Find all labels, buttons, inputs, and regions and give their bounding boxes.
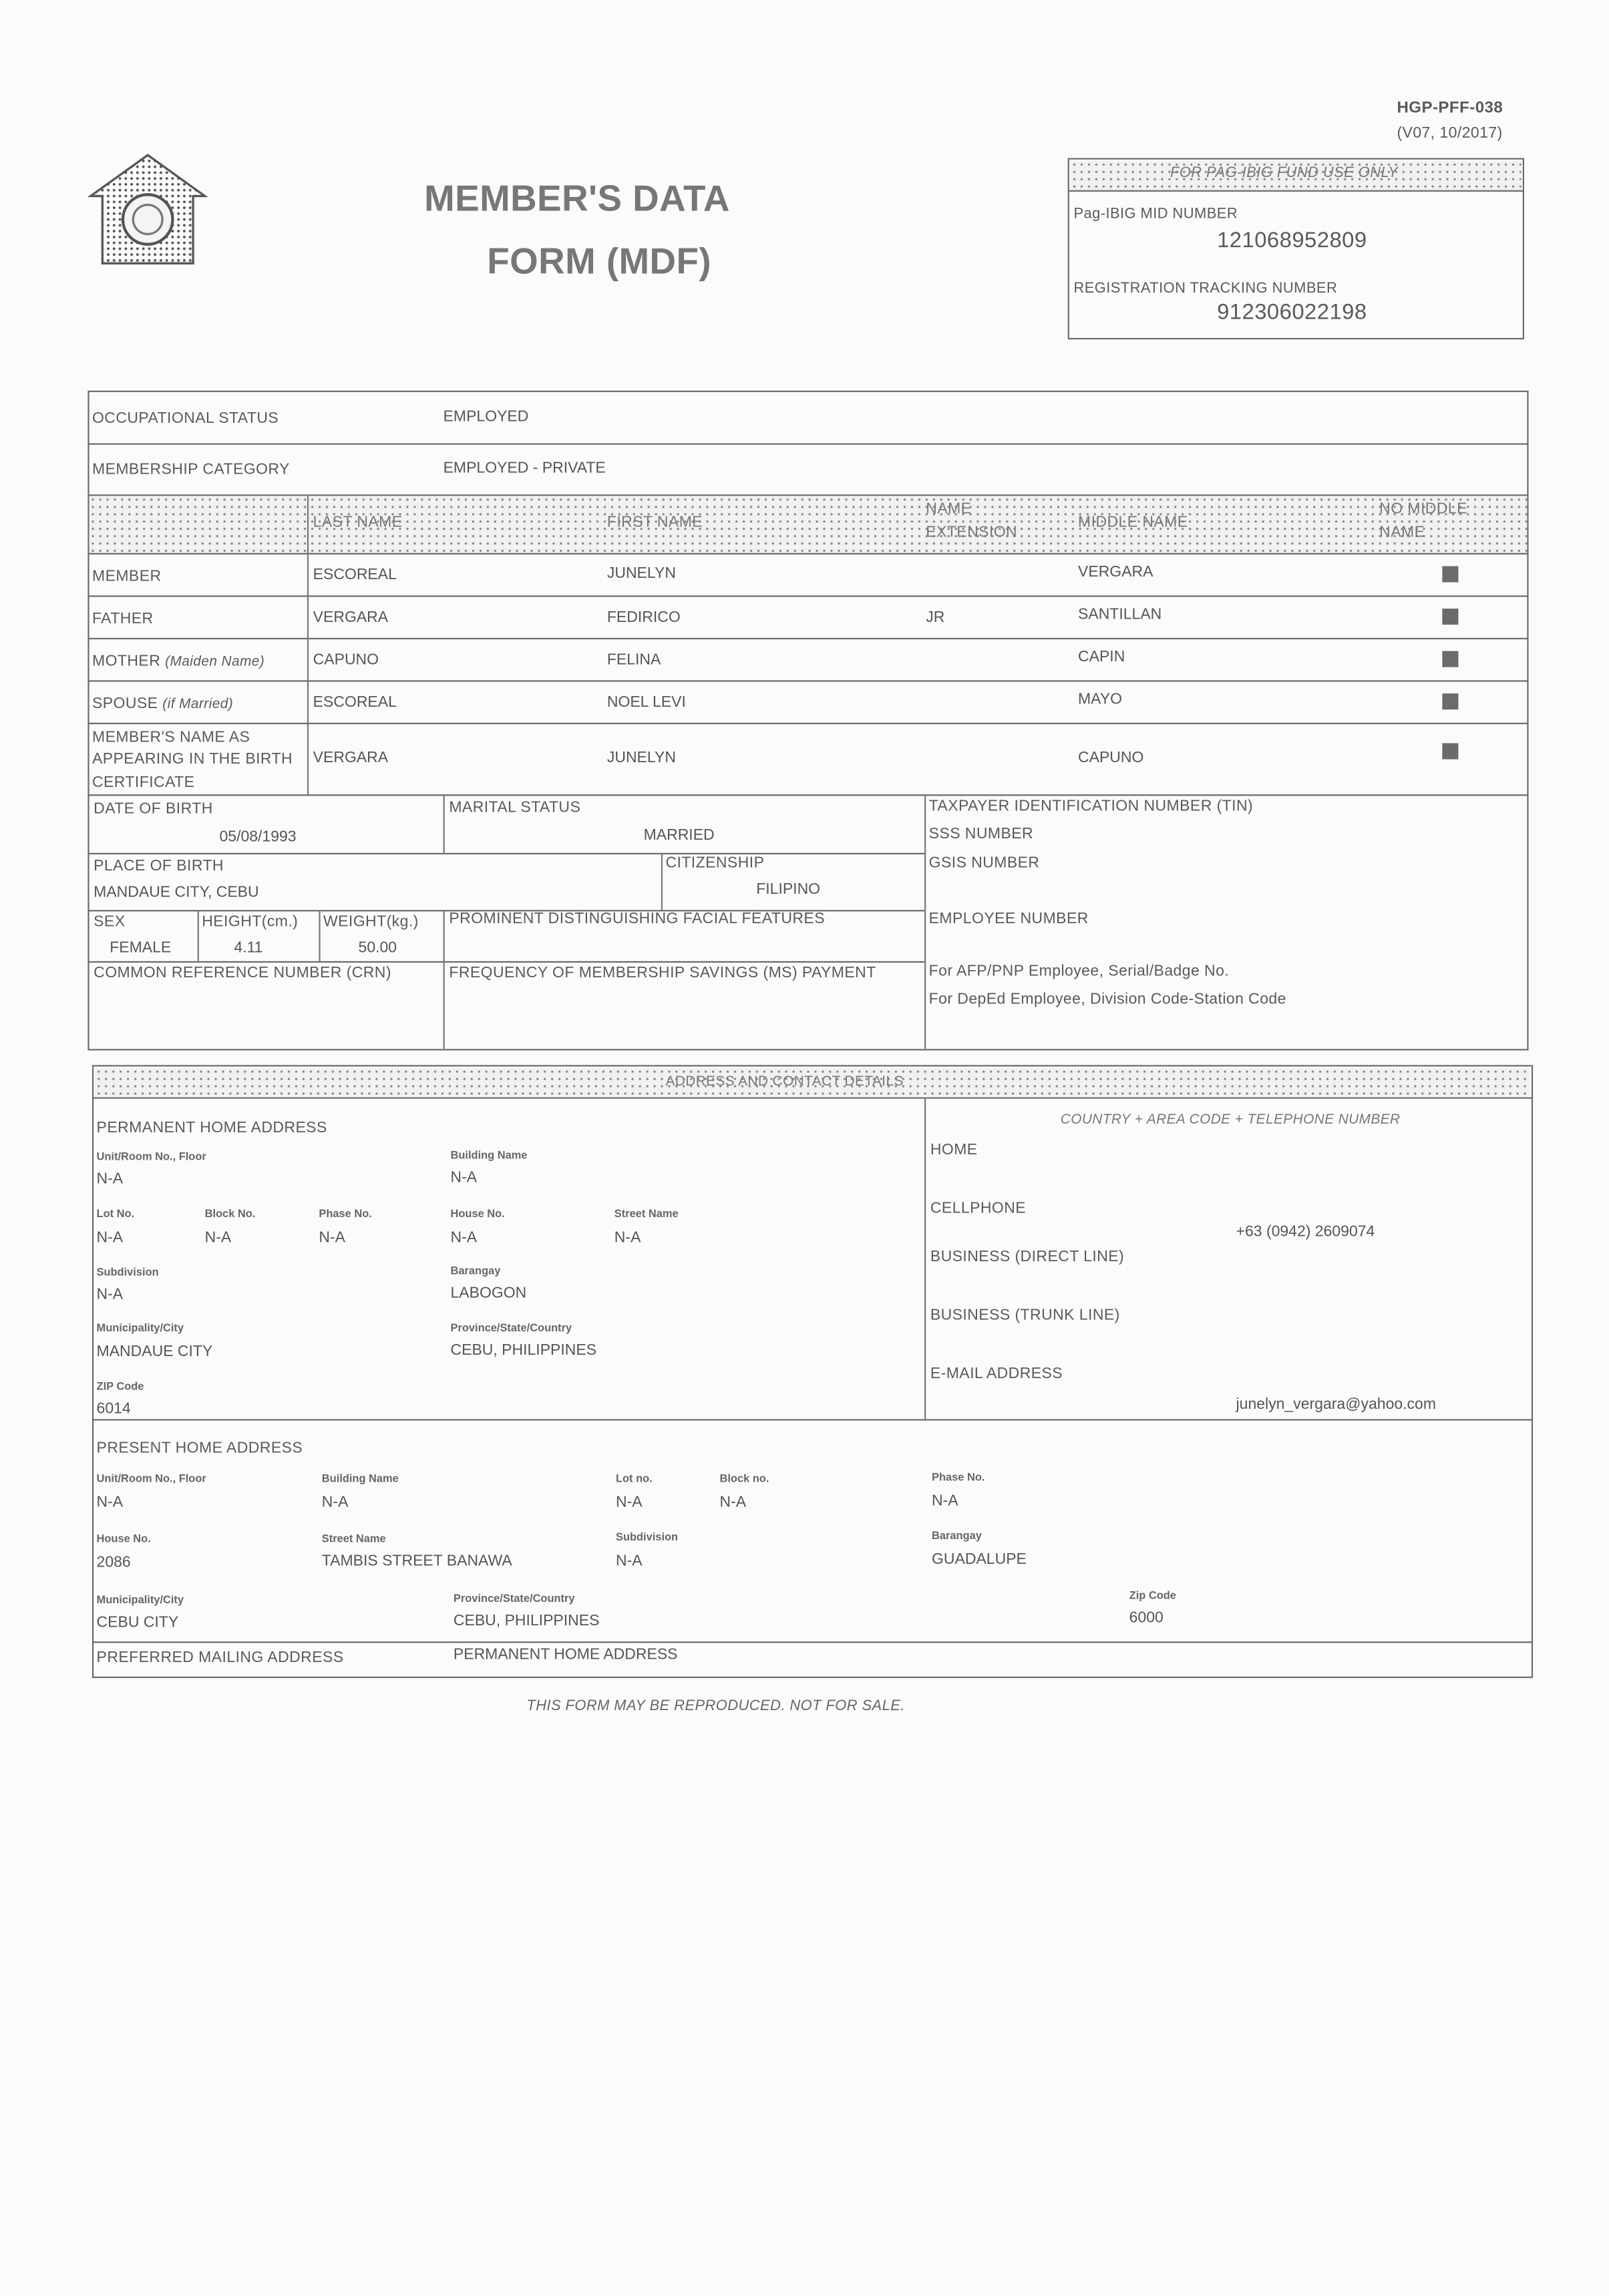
sss-label: SSS NUMBER — [928, 825, 1034, 843]
mother-label: MOTHER — [92, 652, 161, 671]
pres-subdivision-label: Subdivision — [615, 1530, 679, 1544]
perm-province-label: Province/State/Country — [450, 1321, 572, 1335]
birth-cert-last-name: VERGARA — [313, 749, 389, 767]
perm-house-value: N-A — [450, 1228, 478, 1247]
father-middle-name: SANTILLAN — [1078, 605, 1162, 623]
deped-label: For DepEd Employee, Division Code-Station Code — [928, 990, 1286, 1008]
pres-block-label: Block no. — [719, 1472, 769, 1485]
mother-label-note: (Maiden Name) — [165, 653, 265, 671]
email-value: junelyn_vergara@yahoo.com — [1236, 1396, 1437, 1414]
pob-label: PLACE OF BIRTH — [94, 857, 224, 875]
col-first-name: FIRST NAME — [606, 513, 703, 531]
perm-street-value: N-A — [614, 1228, 641, 1247]
pob-value: MANDAUE CITY, CEBU — [94, 883, 259, 902]
citizenship-value: FILIPINO — [756, 880, 821, 898]
membership-category-value: EMPLOYED - PRIVATE — [443, 459, 606, 477]
page-title-line2: FORM (MDF) — [487, 241, 712, 283]
pres-lot-label: Lot no. — [615, 1472, 653, 1485]
home-phone-label: HOME — [930, 1141, 978, 1159]
pres-phase-label: Phase No. — [932, 1470, 985, 1484]
mid-number-value: 121068952809 — [1217, 228, 1367, 253]
spouse-label-note: (if Married) — [162, 696, 234, 713]
cellphone-label: CELLPHONE — [930, 1199, 1027, 1218]
col-no-middle-name-1: NO MIDDLE — [1379, 500, 1467, 518]
employee-number-label: EMPLOYEE NUMBER — [928, 910, 1089, 928]
pres-building-value: N-A — [321, 1493, 349, 1512]
sex-label: SEX — [94, 913, 126, 931]
address-table — [92, 1065, 1533, 1678]
col-name-extension-1: NAME — [926, 500, 972, 518]
perm-lot-label: Lot No. — [96, 1206, 135, 1220]
col-no-middle-name-2: NAME — [1379, 524, 1425, 542]
no-middle-name-checkbox[interactable] — [1442, 744, 1458, 760]
preferred-mailing-label: PREFERRED MAILING ADDRESS — [96, 1649, 344, 1667]
pres-zip-value: 6000 — [1129, 1609, 1164, 1627]
pres-zip-label: Zip Code — [1129, 1589, 1176, 1603]
perm-unit-value: N-A — [96, 1170, 124, 1188]
perm-zip-label: ZIP Code — [96, 1379, 144, 1393]
office-use-title: FOR PAG-IBIG FUND USE ONLY — [1170, 165, 1399, 182]
pres-block-value: N-A — [719, 1493, 747, 1512]
birth-cert-middle-name: CAPUNO — [1078, 749, 1144, 767]
perm-building-label: Building Name — [450, 1148, 528, 1162]
col-middle-name: MIDDLE NAME — [1078, 513, 1188, 531]
height-label: HEIGHT(cm.) — [202, 913, 299, 931]
member-middle-name: VERGARA — [1078, 563, 1153, 581]
form-version: (V07, 10/2017) — [1397, 124, 1503, 142]
spouse-first-name: NOEL LEVI — [606, 693, 686, 711]
marital-status-value: MARRIED — [643, 826, 715, 844]
page-title-line1: MEMBER'S DATA — [424, 178, 730, 220]
pres-barangay-value: GUADALUPE — [932, 1550, 1027, 1569]
col-last-name: LAST NAME — [313, 513, 403, 531]
pres-house-label: House No. — [96, 1531, 151, 1545]
perm-block-label: Block No. — [204, 1206, 256, 1220]
member-info-table — [87, 391, 1528, 1051]
occupational-status-label: OCCUPATIONAL STATUS — [92, 409, 279, 428]
dob-value: 05/08/1993 — [219, 828, 297, 846]
address-section-title: ADDRESS AND CONTACT DETAILS — [665, 1074, 904, 1090]
pres-province-label: Province/State/Country — [453, 1591, 575, 1605]
form-code: HGP-PFF-038 — [1397, 99, 1503, 118]
afp-pnp-label: For AFP/PNP Employee, Serial/Badge No. — [928, 963, 1230, 981]
dob-label: DATE OF BIRTH — [94, 800, 213, 818]
pagibig-logo — [87, 152, 208, 267]
spouse-label: SPOUSE — [92, 695, 158, 713]
perm-subdivision-label: Subdivision — [96, 1265, 159, 1279]
spouse-middle-name: MAYO — [1078, 690, 1123, 708]
perm-block-value: N-A — [204, 1228, 232, 1247]
row-label-birth-cert-2: APPEARING IN THE BIRTH — [92, 750, 293, 768]
preferred-mailing-value: PERMANENT HOME ADDRESS — [453, 1645, 678, 1664]
business-direct-label: BUSINESS (DIRECT LINE) — [930, 1248, 1125, 1266]
row-label-mother — [92, 653, 264, 671]
names-header-row — [90, 496, 1528, 552]
rtn-label: REGISTRATION TRACKING NUMBER — [1073, 281, 1338, 297]
pres-unit-value: N-A — [96, 1493, 124, 1512]
mother-last-name: CAPUNO — [313, 651, 379, 669]
present-address-title: PRESENT HOME ADDRESS — [96, 1439, 303, 1458]
rtn-value: 912306022198 — [1217, 299, 1367, 325]
mid-number-label: Pag-IBIG MID NUMBER — [1073, 206, 1238, 222]
mother-first-name: FELINA — [606, 651, 661, 669]
membership-category-label: MEMBERSHIP CATEGORY — [92, 460, 290, 479]
pres-unit-label: Unit/Room No., Floor — [96, 1472, 206, 1485]
birth-cert-first-name: JUNELYN — [606, 749, 676, 767]
row-label-birth-cert-1: MEMBER'S NAME AS — [92, 728, 250, 746]
perm-unit-label: Unit/Room No., Floor — [96, 1150, 206, 1164]
ms-frequency-label: FREQUENCY OF MEMBERSHIP SAVINGS (MS) PAYMENT — [449, 964, 876, 982]
member-first-name: JUNELYN — [606, 564, 676, 583]
row-label-birth-cert-3: CERTIFICATE — [92, 774, 195, 792]
pres-city-label: Municipality/City — [96, 1593, 184, 1607]
business-trunk-label: BUSINESS (TRUNK LINE) — [930, 1306, 1120, 1324]
father-last-name: VERGARA — [313, 609, 389, 627]
perm-building-value: N-A — [450, 1168, 478, 1187]
member-last-name: ESCOREAL — [313, 566, 397, 584]
gsis-label: GSIS NUMBER — [928, 854, 1040, 872]
perm-barangay-label: Barangay — [450, 1264, 501, 1277]
perm-phase-value: N-A — [319, 1228, 346, 1247]
father-first-name: FEDIRICO — [606, 609, 681, 627]
tin-label: TAXPAYER IDENTIFICATION NUMBER (TIN) — [928, 797, 1254, 815]
col-name-extension-2: EXTENSION — [926, 524, 1018, 542]
citizenship-label: CITIZENSHIP — [665, 854, 765, 872]
perm-province-value: CEBU, PHILIPPINES — [450, 1341, 597, 1359]
pres-city-value: CEBU CITY — [96, 1613, 179, 1631]
no-middle-name-checkbox[interactable] — [1442, 566, 1458, 583]
marital-status-label: MARITAL STATUS — [449, 798, 581, 817]
pres-house-value: 2086 — [96, 1553, 131, 1572]
no-middle-name-checkbox[interactable] — [1442, 651, 1458, 667]
pres-subdivision-value: N-A — [615, 1552, 643, 1570]
cellphone-value: +63 (0942) 2609074 — [1236, 1222, 1375, 1241]
crn-label: COMMON REFERENCE NUMBER (CRN) — [94, 964, 391, 982]
father-name-extension: JR — [926, 609, 945, 627]
pres-lot-value: N-A — [615, 1493, 643, 1512]
row-label-member: MEMBER — [92, 567, 162, 585]
perm-lot-value: N-A — [96, 1228, 124, 1247]
perm-city-value: MANDAUE CITY — [96, 1343, 213, 1361]
sex-value: FEMALE — [110, 939, 172, 957]
email-label: E-MAIL ADDRESS — [930, 1365, 1063, 1383]
pres-street-value: TAMBIS STREET BANAWA — [321, 1552, 512, 1570]
facial-features-label: PROMINENT DISTINGUISHING FACIAL FEATURES — [449, 910, 825, 928]
phone-format-heading: COUNTRY + AREA CODE + TELEPHONE NUMBER — [1060, 1112, 1401, 1128]
perm-city-label: Municipality/City — [96, 1321, 184, 1335]
permanent-address-title: PERMANENT HOME ADDRESS — [96, 1119, 327, 1137]
pres-street-label: Street Name — [321, 1531, 386, 1545]
pres-building-label: Building Name — [321, 1472, 399, 1485]
perm-subdivision-value: N-A — [96, 1286, 124, 1304]
no-middle-name-checkbox[interactable] — [1442, 609, 1458, 625]
no-middle-name-checkbox[interactable] — [1442, 693, 1458, 709]
weight-value: 50.00 — [358, 939, 397, 957]
row-label-father: FATHER — [92, 610, 154, 628]
perm-barangay-value: LABOGON — [450, 1284, 527, 1303]
perm-street-label: Street Name — [614, 1206, 679, 1220]
row-label-spouse — [92, 695, 233, 713]
spouse-last-name: ESCOREAL — [313, 693, 397, 711]
pres-province-value: CEBU, PHILIPPINES — [453, 1612, 600, 1630]
mother-middle-name: CAPIN — [1078, 648, 1125, 666]
perm-phase-label: Phase No. — [319, 1206, 372, 1220]
weight-label: WEIGHT(kg.) — [323, 913, 419, 931]
height-value: 4.11 — [234, 939, 263, 957]
footer-note: THIS FORM MAY BE REPRODUCED. NOT FOR SALE. — [526, 1698, 905, 1715]
pres-barangay-label: Barangay — [932, 1528, 982, 1542]
perm-zip-value: 6014 — [96, 1400, 131, 1418]
pres-phase-value: N-A — [932, 1492, 958, 1510]
perm-house-label: House No. — [450, 1206, 505, 1220]
occupational-status-value: EMPLOYED — [443, 408, 529, 426]
